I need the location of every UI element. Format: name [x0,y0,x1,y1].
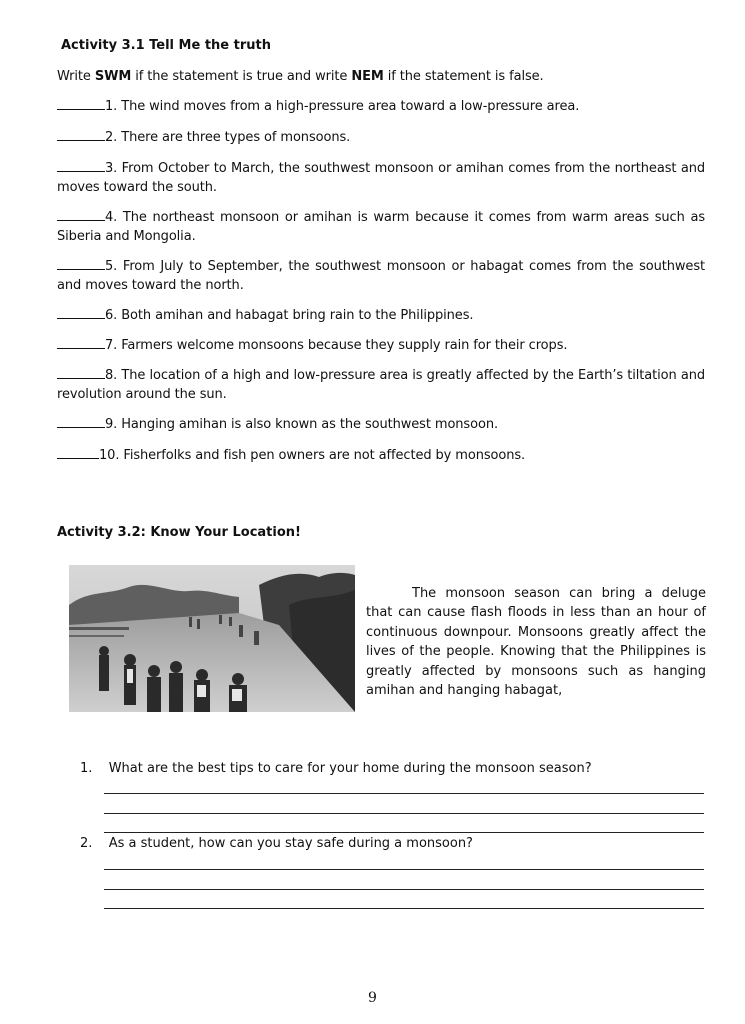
answer-blank-3[interactable] [57,159,105,172]
answer-line-1b[interactable] [104,813,704,814]
statement-8: 8. The location of a high and low-pressure area is greatly affected by the Earth’s tiltation and revolution around the sun. [57,368,705,402]
monsoon-paragraph: The monsoon season can bring a deluge that can cause flash floods in less than an hour of continuous downpour. Monsoons greatly affect the lives of the people. Knowing that the Philippines is greatly affected by monsoons such as hanging amihan and hanging habagat, [366,586,706,699]
question-2-text: As a student, how can you stay safe during a monsoon? [108,836,473,851]
answer-blank-2[interactable] [57,128,105,141]
statement-5: 5. From July to September, the southwest monsoon or habagat comes from the southwest and moves toward the north. [57,259,705,293]
question-1-text: What are the best tips to care for your home during the monsoon season? [108,761,592,776]
question-2-number: 2. [80,836,93,851]
statement-2: 2. There are three types of monsoons. [57,128,705,147]
statement-7: 7. Farmers welcome monsoons because they supply rain for their crops. [57,336,705,355]
answer-blank-1[interactable] [57,97,105,110]
answer-blank-7[interactable] [57,336,105,349]
answer-blank-6[interactable] [57,306,105,319]
question-1-number: 1. [80,761,93,776]
page-number: 9 [368,990,377,1006]
activity-3-1-instruction: Write SWM if the statement is true and write NEM if the statement is false. [57,69,544,84]
activity-3-2-title: Activity 3.2: Know Your Location! [57,525,301,540]
answer-line-2c[interactable] [104,908,704,909]
answer-blank-5[interactable] [57,257,105,270]
answer-blank-9[interactable] [57,415,105,428]
answer-line-2b[interactable] [104,889,704,890]
answer-line-1c[interactable] [104,832,704,833]
question-1 [80,761,592,776]
nem-label: NEM [351,69,384,84]
statement-10: 10. Fisherfolks and fish pen owners are not affected by monsoons. [57,446,705,465]
statement-1: 1. The wind moves from a high-pressure area toward a low-pressure area. [57,97,705,116]
statement-9: 9. Hanging amihan is also known as the southwest monsoon. [57,415,705,434]
answer-line-2a[interactable] [104,869,704,870]
statement-4: 4. The northeast monsoon or amihan is warm because it comes from warm areas such as Siberia and Mongolia. [57,210,705,244]
answer-blank-10[interactable] [57,446,99,459]
activity-3-1-title: Activity 3.1 Tell Me the truth [61,38,271,53]
flood-photo [69,565,355,712]
question-2 [80,836,473,851]
statement-6: 6. Both amihan and habagat bring rain to the Philippines. [57,306,705,325]
answer-blank-8[interactable] [57,366,105,379]
answer-line-1a[interactable] [104,793,704,794]
swm-label: SWM [94,69,132,84]
statement-3: 3. From October to March, the southwest monsoon or amihan comes from the northeast and moves toward the south. [57,161,705,195]
answer-blank-4[interactable] [57,208,105,221]
